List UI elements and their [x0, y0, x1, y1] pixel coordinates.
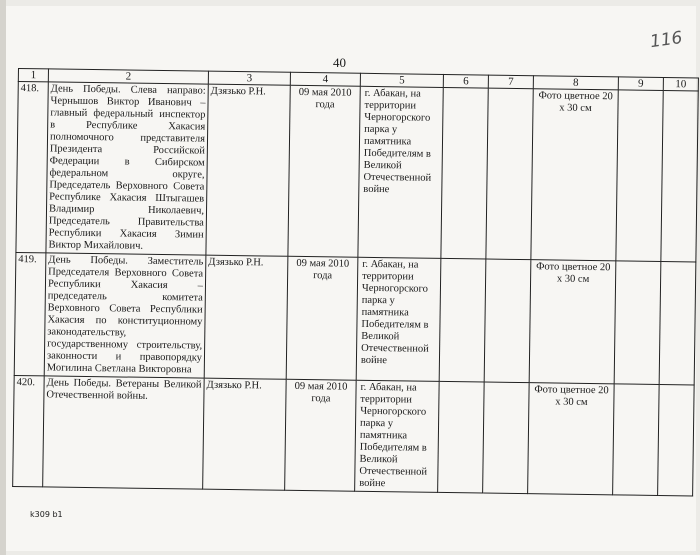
column-number: 7	[488, 75, 533, 89]
record-place: г. Абакан, на территории Черногорского парка у памятника Победителям в Великой Отечественной войне	[355, 380, 440, 492]
record-number: 418.	[16, 82, 48, 253]
column-number: 1	[18, 69, 48, 82]
record-author: Дзязько Р.Н.	[203, 378, 287, 490]
record-photo-format: Фото цветное 20 х 30 см	[529, 260, 616, 384]
empty-cell	[483, 382, 530, 494]
empty-cell	[441, 87, 488, 259]
empty-cell	[614, 261, 661, 385]
column-number: 9	[618, 77, 663, 91]
record-photo-format: Фото цветное 20 х 30 см	[528, 383, 615, 495]
record-author: Дзязько Р.Н.	[206, 84, 290, 256]
table-row	[16, 82, 698, 262]
column-number: 2	[48, 69, 208, 84]
record-date: 09 мая 2010 года	[286, 256, 358, 380]
record-photo-format: Фото цветное 20 х 30 см	[531, 89, 618, 261]
column-number: 6	[443, 74, 488, 88]
column-number: 5	[360, 73, 443, 87]
record-description: День Победы. Заместитель Председателя Верховного Совета Республики Хакасия – председатель комитета Верховного Совета Республики Хакасия по конституционному законодательству, государственному строительству, законности и правопорядку Могилина Светлана Викторовна	[44, 253, 206, 378]
page-number: 40	[333, 55, 346, 70]
column-number: 8	[533, 76, 618, 90]
handwritten-page-number: 116	[648, 27, 684, 53]
empty-cell	[661, 91, 698, 262]
column-number: 10	[663, 78, 698, 91]
record-date: 09 мая 2010 года	[285, 379, 357, 491]
photo-register-table	[12, 68, 699, 496]
empty-cell	[658, 384, 695, 495]
record-description: День Победы. Слева направо: Чернышов Виктор Иванович – главный федеральный инспектор в Республике Хакасия полномочного представителя Президента Российской Федерации в Сибирском федеральном округе, Председатель Верховного Совета Республике Хакасия Штыгашев Владимир Николаевич, Председатель Правительства Республики Хакасия Зимин Виктор Михайлович.	[46, 82, 208, 255]
record-place: г. Абакан, на территории Черногорского парка у памятника Победителям в Великой Отечественной войне	[356, 257, 441, 381]
empty-cell	[486, 88, 533, 260]
table-row	[13, 375, 694, 495]
empty-cell	[613, 384, 660, 496]
footer-code: k309 b1	[30, 510, 63, 519]
empty-cell	[484, 259, 531, 383]
record-number: 420.	[13, 375, 45, 486]
record-description: День Победы. Ветераны Великой Отечественной войны.	[43, 376, 205, 489]
empty-cell	[438, 381, 485, 493]
empty-cell	[659, 261, 696, 384]
record-place: г. Абакан, на территории Черногорского парка у памятника Победителям в Великой Отечественной войне	[358, 86, 443, 258]
table-row	[14, 252, 696, 384]
record-number: 419.	[14, 252, 46, 375]
record-author: Дзязько Р.Н.	[204, 255, 288, 379]
column-number: 4	[290, 72, 360, 86]
empty-cell	[439, 258, 486, 382]
empty-cell	[616, 90, 663, 262]
record-date: 09 мая 2010 года	[288, 85, 360, 257]
column-number: 3	[208, 71, 290, 85]
